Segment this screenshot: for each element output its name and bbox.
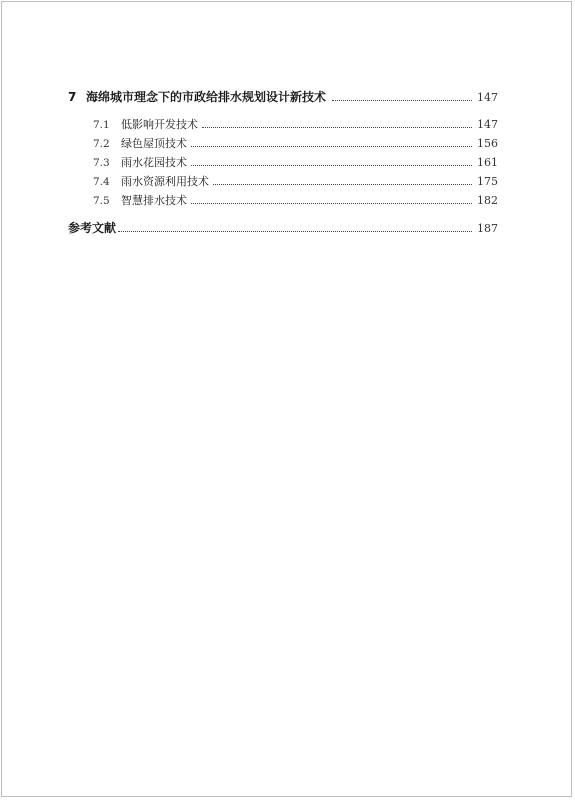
dot-leader xyxy=(118,231,472,232)
document-page xyxy=(1,1,572,797)
dot-leader xyxy=(191,165,472,166)
dot-leader xyxy=(202,127,472,128)
section-title: 雨水花园技术 xyxy=(121,156,187,169)
section-title: 绿色屋顶技术 xyxy=(121,137,187,150)
toc-section-7-5[interactable] xyxy=(68,193,498,209)
toc-section-7-4[interactable] xyxy=(68,174,498,190)
section-title: 雨水资源利用技术 xyxy=(121,175,209,188)
section-page-number: 175 xyxy=(477,175,498,188)
references-page-number: 187 xyxy=(477,222,498,235)
toc-chapter-7[interactable] xyxy=(68,90,498,105)
section-number: 7.5 xyxy=(93,195,110,207)
section-number: 7.4 xyxy=(93,176,110,188)
chapter-page-number: 147 xyxy=(477,91,498,104)
section-number: 7.3 xyxy=(93,157,110,169)
section-title: 智慧排水技术 xyxy=(121,194,187,207)
toc-references[interactable] xyxy=(68,221,498,236)
section-page-number: 182 xyxy=(477,194,498,207)
toc-section-7-1[interactable] xyxy=(68,117,498,133)
dot-leader xyxy=(191,146,472,147)
section-page-number: 147 xyxy=(477,118,498,131)
section-page-number: 161 xyxy=(477,156,498,169)
section-number: 7.2 xyxy=(93,138,110,150)
chapter-title: 海绵城市理念下的市政给排水规划设计新技术 xyxy=(86,90,327,104)
dot-leader xyxy=(191,203,472,204)
dot-leader xyxy=(332,100,472,101)
section-page-number: 156 xyxy=(477,137,498,150)
section-title: 低影响开发技术 xyxy=(121,118,198,131)
dot-leader xyxy=(213,184,472,185)
chapter-number: 7 xyxy=(68,90,77,104)
section-number: 7.1 xyxy=(93,119,110,131)
references-title: 参考文献 xyxy=(68,221,117,235)
table-of-contents xyxy=(68,90,498,236)
toc-section-7-2[interactable] xyxy=(68,136,498,152)
toc-section-7-3[interactable] xyxy=(68,155,498,171)
